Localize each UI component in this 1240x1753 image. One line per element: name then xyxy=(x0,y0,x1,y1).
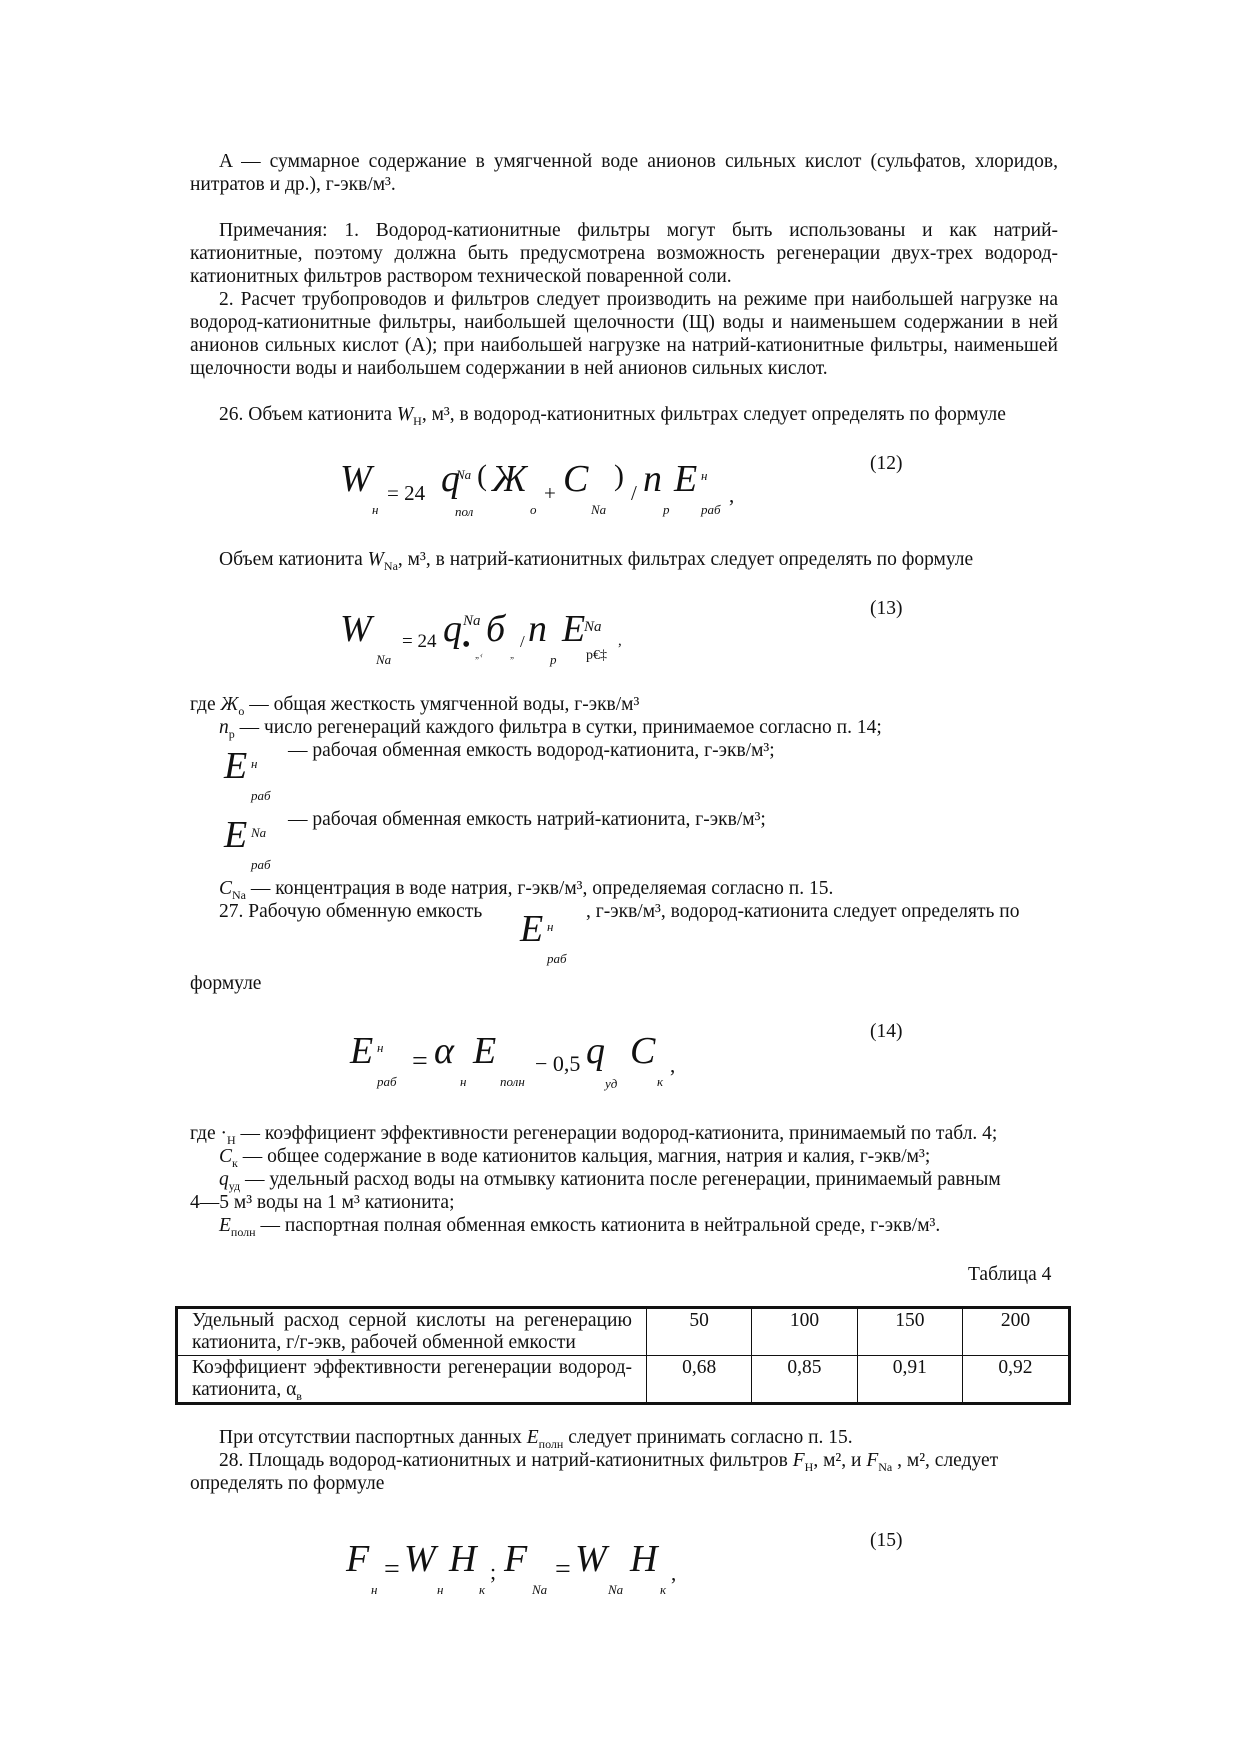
f13-e: E xyxy=(562,608,586,650)
np-post: — число регенераций каждого фильтра в сутки, принимаемое согласно п. 14; xyxy=(234,717,882,738)
formula-13 xyxy=(340,608,660,678)
np-symbol: n xyxy=(219,717,229,738)
f12-q-sup: Na xyxy=(456,467,472,482)
f14-eq: = xyxy=(412,1046,428,1077)
table-row-1-label: Удельный расход серной кислоты на регенерацию катионита, г/г-экв, рабочей обменной емкости xyxy=(177,1308,647,1356)
formula-13-number: (13) xyxy=(870,598,903,619)
f12-c-sub: Na xyxy=(591,502,607,517)
f15-w: W xyxy=(404,1538,436,1580)
where-alpha-post: — коэффициент эффективности регенерации водород-катионита, принимаемый по табл. 4; xyxy=(235,1123,998,1144)
table-row xyxy=(177,1308,1070,1356)
note-2-text: 2. Расчет трубопроводов и фильтров следует производить на режиме при наибольшей нагрузке на водород-катионитные фильтры, наибольшей щелочности (Щ) воды и наименьшем содержании в ней анионов сильных кислот (А); при наибольшей нагрузке на натрий-катионитные фильтры, наименьшей щелочности воды и наибольшем содержании в ней анионов сильных кислот. xyxy=(190,289,1058,379)
where-zh-sub: о xyxy=(238,703,245,718)
formula-word: формуле xyxy=(190,973,262,994)
f13-b: б xyxy=(486,608,506,650)
item-26-pre: 26. Объем катионита xyxy=(219,404,397,425)
qud-line-2: 4—5 м³ воды на 1 м³ катионита; xyxy=(190,1192,455,1213)
item-27-e-sup: н xyxy=(547,919,554,934)
ena-e: E xyxy=(224,814,248,856)
table-cell: 0,68 xyxy=(647,1356,752,1404)
f12-n-sub: р xyxy=(663,502,670,517)
eh-symbol xyxy=(224,745,284,805)
f12-n: n xyxy=(643,458,662,500)
where-zh xyxy=(190,693,639,716)
f15-f-sub: н xyxy=(371,1582,378,1597)
item-26 xyxy=(190,403,1058,426)
volume-na-pre: Объем катионита xyxy=(219,549,368,570)
note-1 xyxy=(190,219,1058,288)
f15-semicolon: ; xyxy=(490,1559,497,1584)
f13-eq: = 24 xyxy=(402,631,437,652)
f12-q: q xyxy=(441,458,460,500)
f14-c-sub: к xyxy=(657,1074,664,1089)
table-4 xyxy=(175,1306,1071,1405)
f14-q: q xyxy=(586,1030,605,1072)
f12-slash: / xyxy=(631,481,637,505)
item-26-post: , м³, в водород-катионитных фильтрах следует определять по формуле xyxy=(421,404,1006,425)
volume-na-symbol-sub: Na xyxy=(383,558,398,573)
where-zh-symbol: Ж xyxy=(220,694,239,715)
f12-c: C xyxy=(563,458,589,500)
formula-15 xyxy=(346,1538,726,1608)
qud-symbol: q xyxy=(219,1169,229,1190)
ck-symbol: C xyxy=(219,1146,233,1167)
para-anions-text: A — суммарное содержание в умягченной воде анионов сильных кислот (сульфатов, хлоридов, нитратов и др.), г-экв/м³. xyxy=(190,151,1058,195)
where-alpha xyxy=(190,1122,997,1145)
f15-h2-sub: к xyxy=(660,1582,667,1597)
f15-w-sub: н xyxy=(437,1582,444,1597)
no-passport-sub: полн xyxy=(538,1436,564,1451)
f15-f: F xyxy=(346,1538,370,1580)
ck-post: — общее содержание в воде катионитов кальция, магния, натрия и калия, г-экв/м³; xyxy=(237,1146,931,1167)
where-alpha-symbol: · xyxy=(220,1123,227,1144)
np-sub: р xyxy=(228,726,235,741)
item-26-symbol-sub: Н xyxy=(413,413,422,428)
cna-line xyxy=(219,877,833,900)
item-27-pre: 27. Рабочую обменную емкость xyxy=(219,901,483,922)
f12-e-sub: раб xyxy=(701,502,721,517)
item-28-f1-sub: Н xyxy=(804,1459,814,1474)
eh-e-sub: раб xyxy=(251,788,271,803)
formula-15-number: (15) xyxy=(870,1530,903,1551)
cna-sub: Na xyxy=(232,887,247,902)
qud-sub: уд xyxy=(228,1178,241,1193)
f12-plus: + xyxy=(544,481,556,505)
formula-14 xyxy=(350,1030,730,1100)
item-28-f1: F xyxy=(792,1450,805,1471)
epoln-post: — паспортная полная обменная емкость катионита в нейтральной среде, г-экв/м³. xyxy=(255,1215,941,1236)
cna-symbol: C xyxy=(219,878,233,899)
no-passport-post: следует принимать согласно п. 15. xyxy=(563,1427,853,1448)
epoln-line xyxy=(219,1214,940,1237)
f12-w-sub: н xyxy=(372,502,379,517)
f14-c: C xyxy=(630,1030,656,1072)
where-alpha-sub: Н xyxy=(226,1132,236,1147)
f13-w-sub: Na xyxy=(376,652,392,667)
epoln-symbol: E xyxy=(219,1215,231,1236)
f14-minus: − 0,5 xyxy=(535,1051,581,1076)
f14-comma: , xyxy=(670,1053,676,1077)
f14-q-sub: уд xyxy=(605,1076,618,1091)
item-28-f2-sub: Na xyxy=(878,1459,893,1474)
f15-h2: H xyxy=(630,1538,658,1580)
ena-e-sup: Na xyxy=(251,825,267,840)
f12-zh: Ж xyxy=(492,458,527,500)
table-cell: 200 xyxy=(962,1308,1069,1356)
ck-sub: к xyxy=(232,1155,238,1170)
item-28-mid: , м², и xyxy=(813,1450,867,1471)
f13-n: n xyxy=(528,608,547,650)
f13-garble-2: „ xyxy=(510,650,516,660)
f13-q: q xyxy=(443,608,462,650)
formula-12-number: (12) xyxy=(870,453,903,474)
item-27-post: , г-экв/м³, водород-катионита следует определять по xyxy=(586,901,1020,922)
f14-alpha-sub: н xyxy=(460,1074,467,1089)
item-27-e: E xyxy=(520,908,544,950)
f12-rparen: ) xyxy=(614,459,624,492)
f12-e-sup: н xyxy=(701,468,708,483)
cna-post: — концентрация в воде натрия, г-экв/м³, определяемая согласно п. 15. xyxy=(246,878,834,899)
formula-12 xyxy=(340,458,800,528)
f14-e2: E xyxy=(473,1030,497,1072)
table-row-2-label-text: Коэффициент эффективности регенерации водород-катионита, xyxy=(192,1357,632,1400)
formula-14-number: (14) xyxy=(870,1021,903,1042)
table-cell: 150 xyxy=(857,1308,962,1356)
f12-zh-sub: о xyxy=(530,502,537,517)
volume-na xyxy=(190,548,1058,571)
item-28 xyxy=(190,1449,1058,1472)
item-28-line-2: определять по формуле xyxy=(190,1473,385,1494)
f12-eq: = 24 xyxy=(387,481,426,505)
eh-line: — рабочая обменная емкость водород-катионита, г-экв/м³; xyxy=(288,740,775,761)
f12-e: E xyxy=(674,458,698,500)
f15-f2: F xyxy=(504,1538,528,1580)
f12-lparen: ( xyxy=(477,459,487,492)
f15-w2: W xyxy=(575,1538,607,1580)
f13-slash: / xyxy=(520,632,525,651)
item-26-symbol: W xyxy=(396,404,414,425)
f15-comma: , xyxy=(671,1561,677,1585)
f13-garble-1: „‹ xyxy=(475,650,484,660)
table-row-2-label xyxy=(177,1356,647,1404)
volume-na-post: , м³, в натрий-катионитных фильтрах следует определять по формуле xyxy=(397,549,974,570)
table-row xyxy=(177,1356,1070,1404)
f14-alpha: α xyxy=(434,1030,454,1072)
f13-w: W xyxy=(340,608,372,650)
f15-h-sub: к xyxy=(479,1582,486,1597)
qud-line xyxy=(219,1168,1001,1191)
where-zh-post: — общая жесткость умягченной воды, г-экв/м³ xyxy=(244,694,640,715)
f14-e2-sub: полн xyxy=(500,1074,525,1089)
no-passport-pre: При отсутствии паспортных данных xyxy=(219,1427,527,1448)
item-28-post: , м², следует xyxy=(892,1450,999,1471)
item-28-f2: F xyxy=(866,1450,879,1471)
f13-comma: , xyxy=(618,633,622,649)
table-cell: 50 xyxy=(647,1308,752,1356)
epoln-sub: полн xyxy=(230,1224,256,1239)
ena-e-sub: раб xyxy=(251,857,271,872)
f14-e-sup: н xyxy=(377,1040,384,1055)
where-alpha-pre: где xyxy=(190,1123,221,1144)
volume-na-symbol: W xyxy=(367,549,384,570)
f13-e-sub: р€‡ xyxy=(586,648,607,663)
f12-q-sub: пол xyxy=(455,504,474,519)
f12-w: W xyxy=(340,458,372,500)
table-cell: 0,91 xyxy=(857,1356,962,1404)
np-line xyxy=(219,716,882,739)
ena-line: — рабочая обменная емкость натрий-катионита, г-экв/м³; xyxy=(288,809,766,830)
f14-e-sub: раб xyxy=(377,1074,397,1089)
eh-e-sup: н xyxy=(251,756,258,771)
table-cell: 0,92 xyxy=(962,1356,1069,1404)
item-28-pre: 28. Площадь водород-катионитных и натрий-катионитных фильтров xyxy=(219,1450,793,1471)
eh-e: E xyxy=(224,745,248,787)
no-passport-line xyxy=(219,1426,853,1449)
note-1-text: Примечания: 1. Водород-катионитные фильтры могут быть использованы и как натрий-катионитные, поэтому должна быть предусмотрена возможность регенерации двух-трех водород-катионитных фильтров раствором технической поваренной соли. xyxy=(190,220,1058,287)
item-27-e-sub: раб xyxy=(547,951,567,966)
no-passport-symbol: E xyxy=(526,1427,539,1448)
f13-q-sub: • xyxy=(462,632,471,658)
table-cell: 100 xyxy=(752,1308,857,1356)
table-row-2-symbol: α xyxy=(286,1379,297,1400)
f15-h: H xyxy=(449,1538,477,1580)
f14-e: E xyxy=(350,1030,374,1072)
f15-f2-sub: Na xyxy=(532,1582,548,1597)
f15-eq2: = xyxy=(555,1554,571,1585)
table-cell: 0,85 xyxy=(752,1356,857,1404)
table-title: Таблица 4 xyxy=(968,1264,1052,1285)
f13-q-sup: Na xyxy=(463,613,481,629)
f13-e-sup: Na xyxy=(584,619,602,635)
f15-eq: = xyxy=(384,1554,400,1585)
note-2 xyxy=(190,288,1058,380)
table-row-2-sub: в xyxy=(296,1388,302,1403)
ena-symbol xyxy=(224,814,284,874)
qud-post-1: — удельный расход воды на отмывку катионита после регенерации, принимаемый равным xyxy=(240,1169,1001,1190)
where-zh-pre: где xyxy=(190,694,221,715)
f12-comma: , xyxy=(729,483,735,507)
f13-n-sub: р xyxy=(550,652,557,667)
para-anions xyxy=(190,150,1058,196)
item-27-symbol xyxy=(520,908,580,968)
f15-w2-sub: Na xyxy=(608,1582,624,1597)
ck-line xyxy=(219,1145,930,1168)
